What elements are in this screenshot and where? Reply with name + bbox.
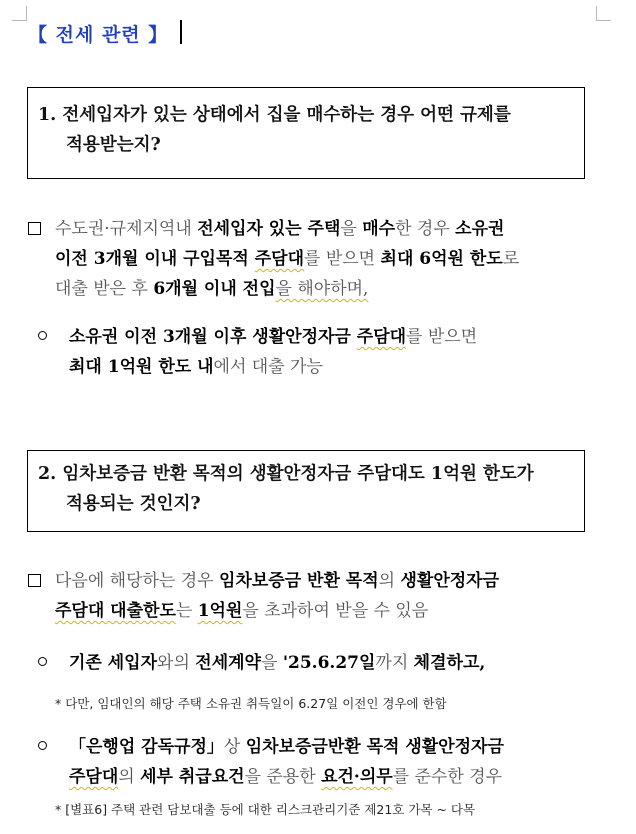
footnote-1: * 다만, 임대인의 해당 주택 소유권 취득일이 6.27일 이전인 경우에 한함 (55, 696, 447, 711)
circle-bullet-icon (38, 331, 47, 340)
question-1-line-1: 1. 전세입자가 있는 상태에서 집을 매수하는 경우 어떤 규제를 (38, 105, 511, 125)
answer-1-line-3: 대출 받은 후 6개월 이내 전입을 해야하며, (55, 279, 369, 299)
text-cursor (180, 20, 182, 44)
answer-1-bullet-line-1: 소유권 이전 3개월 이후 생활안정자금 주담대를 받으면 (38, 322, 477, 352)
answer-2-line-1: 다음에 해당하는 경우 임차보증금 반환 목적의 생활안정자금 (28, 566, 499, 596)
answer-1-line-1: 수도권·규제지역내 전세입자 있는 주택을 매수한 경우 소유권 (28, 214, 519, 244)
section-title: 【 전세 관련 】 (28, 24, 169, 46)
question-2-line-2: 적용되는 것인지? (66, 494, 201, 514)
square-bullet-icon (28, 574, 41, 587)
question-2-line-1: 2. 임차보증금 반환 목적의 생활안정자금 주담대도 1억원 한도가 (38, 464, 534, 484)
answer-1-line-2: 이전 3개월 이내 구입목적 주담대를 받으면 최대 6억원 한도로 (55, 249, 520, 269)
question-box-2 (27, 450, 585, 532)
page-corner-mark (12, 6, 27, 21)
page-corner-mark (596, 6, 611, 21)
footnote-2: * [별표6] 주택 관련 담보대출 등에 대한 리스크관리기준 제21호 가목 ~ 다목 (55, 802, 476, 817)
answer-1-bullet (38, 322, 477, 382)
question-box-1 (27, 87, 585, 179)
answer-2-bullet-1: 기존 세입자와의 전세계약을 '25.6.27일까지 체결하고, (38, 648, 485, 678)
answer-2-line-2: 주담대 대출한도는 1억원을 초과하여 받을 수 있음 (55, 601, 429, 621)
answer-2-bullet-2-line-1: 「은행업 감독규정」상 임차보증금반환 목적 생활안정자금 (38, 732, 504, 762)
answer-2-paragraph (28, 566, 499, 626)
question-1-line-2: 적용받는지? (66, 135, 161, 155)
square-bullet-icon (28, 222, 41, 235)
answer-1-bullet-line-2: 최대 1억원 한도 내에서 대출 가능 (69, 357, 323, 377)
answer-2-bullet-2 (38, 732, 504, 792)
answer-2-bullet-2-line-2: 주담대의 세부 취급요건을 준용한 요건·의무를 준수한 경우 (69, 767, 503, 787)
circle-bullet-icon (38, 741, 47, 750)
circle-bullet-icon (38, 657, 47, 666)
answer-1-paragraph (28, 214, 519, 304)
